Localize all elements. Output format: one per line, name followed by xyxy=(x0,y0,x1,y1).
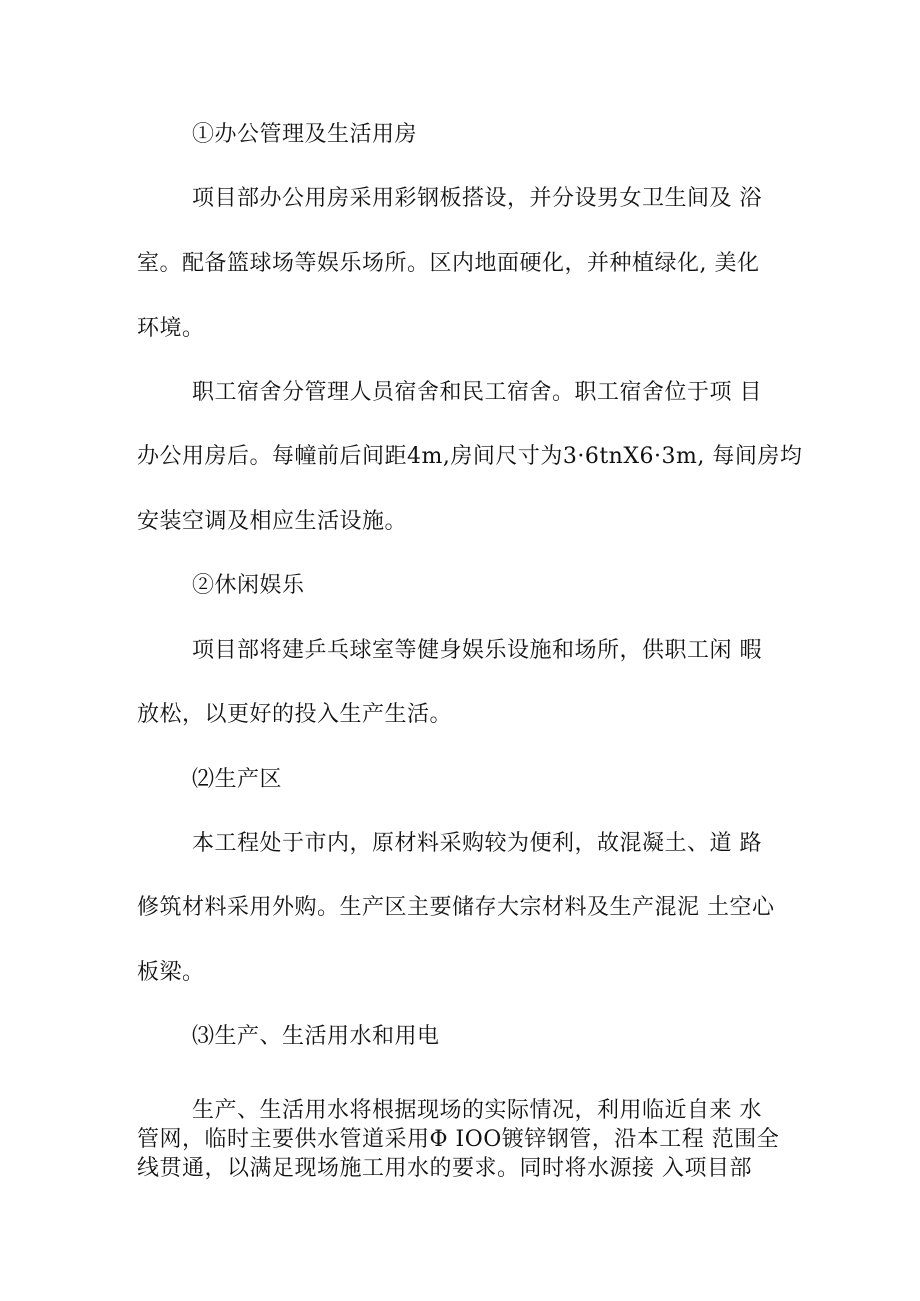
paragraph-line: 职工宿舍分管理人员宿舍和民工宿舍。职工宿舍位于项 目 xyxy=(192,380,762,405)
paragraph-line: 项目部办公用房采用彩钢板搭设，并分设男女卫生间及 浴 xyxy=(192,186,762,211)
heading-water-electricity: ⑶生产、生活用水和用电 xyxy=(192,1024,440,1049)
heading-leisure: ②休闲娱乐 xyxy=(192,573,305,598)
paragraph-line: 板梁。 xyxy=(137,960,205,985)
paragraph-line: 项目部将建乒乓球室等健身娱乐设施和场所，供职工闲 暇 xyxy=(192,638,762,663)
paragraph-line: 安装空调及相应生活设施。 xyxy=(137,509,408,534)
paragraph-line: 放松，以更好的投入生产生活。 xyxy=(137,702,453,727)
paragraph-line: 线贯通，以满足现场施工用水的要求。同时将水源接 入项目部 xyxy=(137,1156,752,1181)
heading-production-area: ⑵生产区 xyxy=(192,767,283,792)
paragraph-line: 本工程处于市内，原材料采购较为便利，故混凝土、道 路 xyxy=(192,831,762,856)
paragraph-line: 室。配备篮球场等娱乐场所。区内地面硬化，并种植绿化, 美化 xyxy=(137,251,760,276)
paragraph-line: 生产、生活用水将根据现场的实际情况，利用临近自来 水 xyxy=(192,1098,762,1123)
paragraph-line: 修筑材料采用外购。生产区主要储存大宗材料及生产混泥 土空心 xyxy=(137,895,775,920)
paragraph-line: 管网，临时主要供水管道采用Φ IOO镀锌钢管，沿本工程 范围全 xyxy=(137,1127,780,1152)
heading-office-housing: ①办公管理及生活用房 xyxy=(192,122,418,147)
paragraph-line: 环境。 xyxy=(137,316,205,341)
paragraph-line: 办公用房后。每幢前后间距4m,房间尺寸为3·6tnX6·3m, 每间房均 xyxy=(137,444,803,469)
